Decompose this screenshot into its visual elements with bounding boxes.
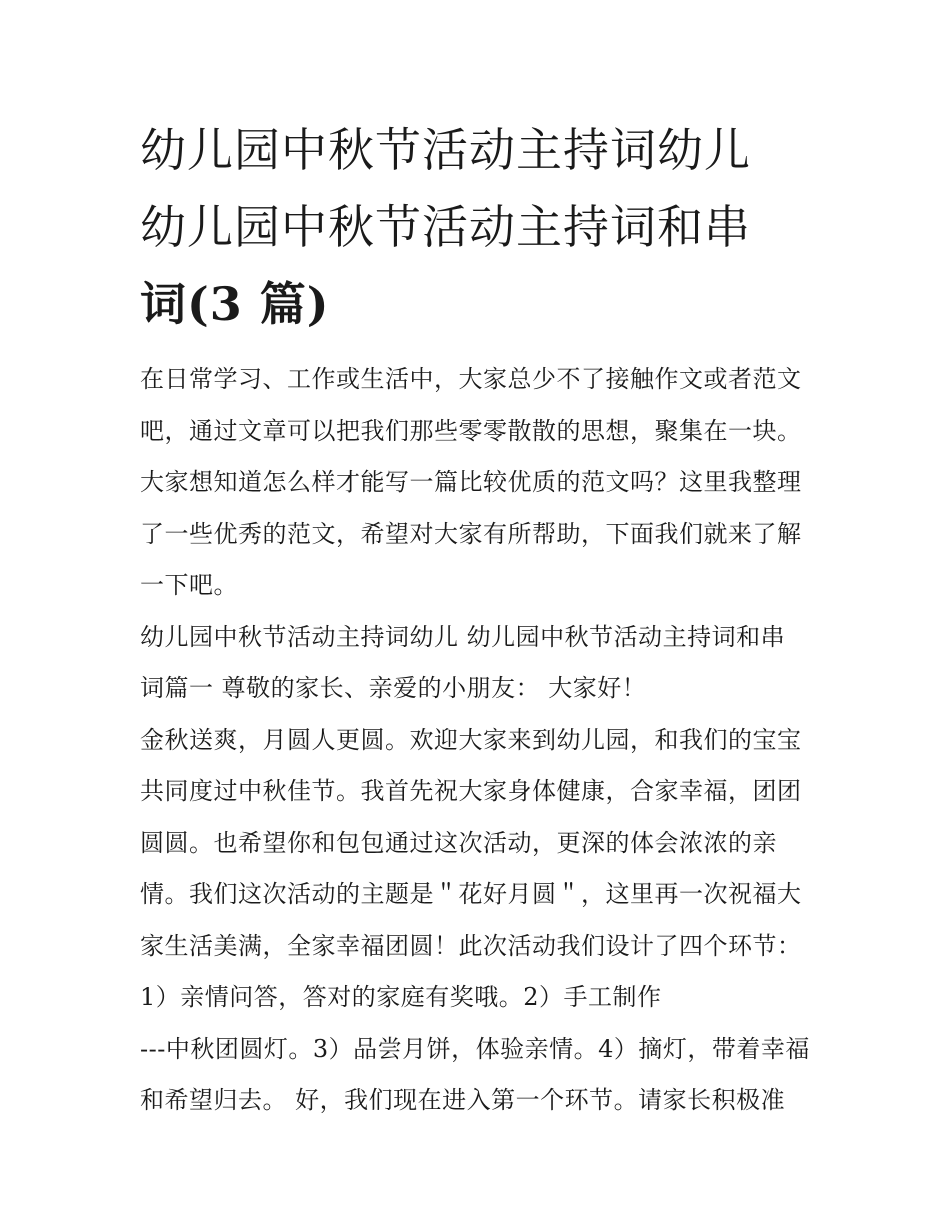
document-title — [140, 112, 830, 343]
body-line-2: 吧，通过文章可以把我们那些零零散散的思想，聚集在一块。 — [140, 416, 802, 445]
body-line-6: 幼儿园中秋节活动主持词幼儿 幼儿园中秋节活动主持词和串 — [140, 622, 786, 651]
body-line-13: 1）亲情问答，答对的家庭有奖哦。2）手工制作 — [140, 983, 662, 1011]
document-body — [140, 354, 830, 1127]
body-line-3: 大家想知道怎么样才能写一篇比较优质的范文吗？这里我整理 — [140, 468, 802, 496]
body-line-12: 家生活美满，全家幸福团圆！此次活动我们设计了四个环节： — [140, 931, 802, 960]
body-line-10: 圆圆。也希望你和包包通过这次活动，更深的体会浓浓的亲 — [140, 828, 777, 857]
title-line-2: 幼儿园中秋节活动主持词和串 — [140, 200, 751, 254]
title-line-1: 幼儿园中秋节活动主持词幼儿 — [140, 123, 751, 177]
body-line-7: 词篇一 尊敬的家长、亲爱的小朋友： 大家好！ — [140, 674, 647, 702]
body-line-1: 在日常学习、工作或生活中，大家总少不了接触作文或者范文 — [140, 365, 802, 393]
body-line-14: ---中秋团圆灯。3）品尝月饼，体验亲情。4）摘灯，带着幸福 — [140, 1034, 810, 1063]
body-line-5: 一下吧。 — [140, 571, 238, 599]
body-line-8: 金秋送爽，月圆人更圆。欢迎大家来到幼儿园，和我们的宝宝 — [140, 725, 802, 754]
body-line-9: 共同度过中秋佳节。我首先祝大家身体健康，合家幸福，团团 — [140, 777, 802, 805]
body-line-15: 和希望归去。 好，我们现在进入第一个环节。请家长积极准 — [140, 1086, 786, 1114]
body-line-11: 情。我们这次活动的主题是＂花好月圆＂，这里再一次祝福大 — [140, 880, 802, 908]
body-line-4: 了一些优秀的范文，希望对大家有所帮助，下面我们就来了解 — [140, 519, 802, 548]
title-line-3: 词(3 篇) — [140, 277, 330, 331]
